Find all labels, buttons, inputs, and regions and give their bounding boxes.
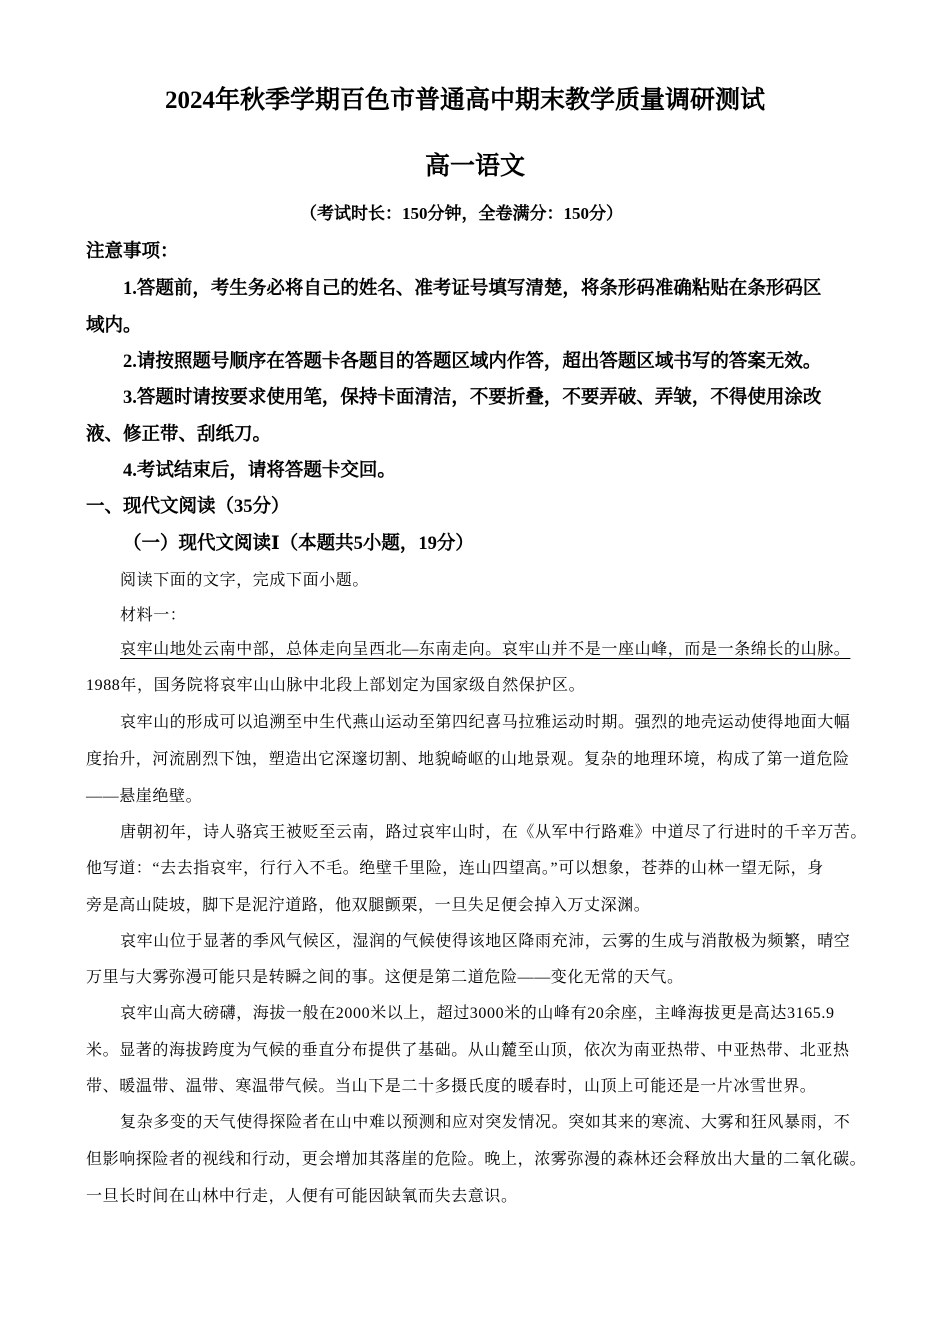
passage-p5-line3: 带、暖温带、温带、寒温带气候。当山下是二十多摄氏度的暖春时，山顶上可能还是一片冰雪世界。: [86, 1078, 817, 1095]
notice-item-1-line2: 域内。: [86, 316, 142, 336]
passage-p2-line1: 哀牢山的形成可以追溯至中生代燕山运动至第四纪喜马拉雅运动时期。强烈的地壳运动使得地面大幅: [120, 714, 851, 731]
passage-p5-line2: 米。显著的海拔跨度为气候的垂直分布提供了基础。从山麓至山顶，依次为南亚热带、中亚热带、北亚热: [86, 1042, 850, 1059]
sub-section-heading: （一）现代文阅读Ⅰ（本题共5小题，19分）: [123, 534, 474, 554]
material-label: 材料一：: [120, 607, 187, 624]
passage-p1-line2: 1988年，国务院将哀牢山山脉中北段上部划定为国家级自然保护区。: [86, 677, 586, 694]
passage-p3-line2: 他写道：“去去指哀牢，行行入不毛。绝壁千里险，连山四望高。”可以想象，苍莽的山林一望无际，身: [86, 860, 824, 877]
instruction-text: 阅读下面的文字，完成下面小题。: [120, 572, 370, 589]
passage-p3-line3: 旁是高山陡坡，脚下是泥泞道路，他双腿颤栗，一旦失足便会掉入万丈深渊。: [86, 897, 651, 914]
section-heading: 一、现代文阅读（35分）: [86, 497, 290, 517]
passage-p6-line2: 但影响探险者的视线和行动，更会增加其落崖的危险。晚上，浓雾弥漫的森林还会释放出大量的二氧化碳。: [86, 1151, 867, 1168]
subject-title: 高一语文: [425, 153, 526, 180]
notice-item-4: 4.考试结束后，请将答题卡交回。: [123, 461, 396, 481]
passage-p6-line1: 复杂多变的天气使得探险者在山中难以预测和应对突发情况。突如其来的寒流、大雾和狂风暴雨，不: [120, 1114, 851, 1131]
passage-p4-line2: 万里与大雾弥漫可能只是转瞬之间的事。这便是第二道危险——变化无常的天气。: [86, 969, 684, 986]
passage-p1-line1: 哀牢山地处云南中部，总体走向呈西北—东南走向。哀牢山并不是一座山峰，而是一条绵长的山脉。: [120, 641, 851, 658]
passage-p2-line3: ——悬崖绝壁。: [86, 788, 203, 805]
passage-p5-line1: 哀牢山高大磅礴，海拔一般在2000米以上，超过3000米的山峰有20余座，主峰海拔更是高达3165.9: [120, 1005, 835, 1022]
notice-item-3-line1: 3.答题时请按要求使用笔，保持卡面清洁，不要折叠，不要弄破、弄皱，不得使用涂改: [123, 388, 822, 408]
notice-item-2: 2.请按照题号顺序在答题卡各题目的答题区域内作答，超出答题区域书写的答案无效。: [123, 352, 822, 372]
passage-p4-line1: 哀牢山位于显著的季风气候区，湿润的气候使得该地区降雨充沛，云雾的生成与消散极为频繁，晴空: [120, 933, 851, 950]
notice-item-3-line2: 液、修正带、刮纸刀。: [86, 425, 272, 445]
notice-heading: 注意事项：: [86, 242, 179, 262]
exam-info: （考试时长：150分钟，全卷满分：150分）: [300, 204, 623, 223]
passage-p2-line2: 度抬升，河流剧烈下蚀，塑造出它深邃切割、地貌崎岖的山地景观。复杂的地理环境，构成了第一道危险: [86, 751, 850, 768]
passage-p6-line3: 一旦长时间在山林中行走，人便有可能因缺氧而失去意识。: [86, 1188, 518, 1205]
exam-title: 2024年秋季学期百色市普通高中期末教学质量调研测试: [165, 87, 766, 114]
passage-p3-line1: 唐朝初年，诗人骆宾王被贬至云南，路过哀牢山时，在《从军中行路难》中道尽了行进时的千辛万苦。: [120, 824, 868, 841]
notice-item-1-line1: 1.答题前，考生务必将自己的姓名、准考证号填写清楚，将条形码准确粘贴在条形码区: [123, 279, 822, 299]
